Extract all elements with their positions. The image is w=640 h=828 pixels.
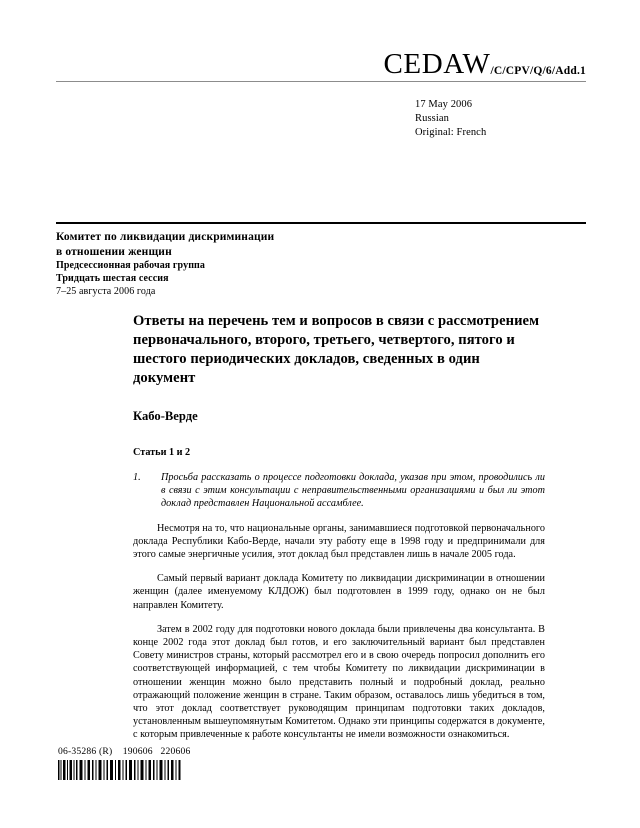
masthead-rule: [56, 81, 586, 82]
committee-name-line-1: Комитет по ликвидации дискриминации: [56, 231, 275, 243]
organization-mark: CEDAW: [383, 48, 491, 80]
distribution-block: [415, 98, 486, 140]
document-symbol: /C/CPV/Q/6/Add.1: [490, 65, 586, 77]
distribution-date: 17 May 2006: [415, 99, 473, 110]
answer-paragraph-2: Самый первый вариант доклада Комитету по ликвидации дискриминации в отношении женщин (далее именуемому КЛДОЖ) был подготовлен в 1999 году, однако он не был направлен Комитету.: [133, 573, 545, 611]
article-heading: Статьи 1 и 2: [133, 447, 191, 458]
committee-session-dates: 7–25 августа 2006 года: [56, 286, 156, 297]
answer-paragraph-1: Несмотря на то, что национальные органы, занимавшиеся подготовкой первоначального доклада Республики Кабо-Верде, начали эту работу еще в 1998 году и предпринимали для этого самые энергичные усилия, этот доклад был представлен лишь в начале 2005 года.: [133, 522, 545, 561]
committee-rule: [56, 222, 586, 224]
job-number: 06-35286 (R) 190606 220606: [58, 746, 191, 757]
barcode-icon: [58, 760, 182, 780]
committee-name-line-2: в отношении женщин: [56, 245, 172, 258]
document-body: [133, 312, 545, 742]
masthead: [56, 50, 586, 79]
document-symbol-line: [56, 50, 586, 79]
committee-session: Тридцать шестая сессия: [56, 273, 169, 284]
question-text: Просьба рассказать о процессе подготовки доклада, указав при этом, проводились ли в связи с этим консультации с неправительственными организациями и был ли этот доклад представлен Национальной ассамблее.: [161, 472, 545, 510]
question-number: 1.: [133, 472, 141, 483]
committee-working-group: Предсессионная рабочая группа: [56, 260, 206, 271]
answer-paragraph-3: Затем в 2002 году для подготовки нового доклада были привлечены два консультанта. В конце 2002 года этот доклад был готов, и его заключительный вариант был представлен Совету министров страны, который рассмотрел его и в свою очередь попросил дополнить его соответствующей информацией, с тем чтобы Комитету по ликвидации дискриминации в отношении женщин можно было представить полный и подробный доклад, реально отражающий положение женщин в стране. Таким образом, оставалось лишь убедиться в том, что этот доклад соответствует руководящим принципам подготовки таких докладов, установленным вышеупомянутым Комитетом. Однако эти принципы содержатся в документе, с которым привлеченные к работе консультанты не имели возможности ознакомиться.: [133, 623, 545, 741]
page-title: Ответы на перечень тем и вопросов в связи с рассмотрением первоначального, второго, третьего, четвертого, пятого и шестого периодических докладов, сведенных в один документ: [133, 313, 540, 386]
question-item: [133, 471, 545, 511]
distribution-original-language: Original: French: [415, 127, 487, 138]
page-footer: [58, 746, 191, 785]
distribution-language: Russian: [415, 113, 449, 124]
country-heading: Кабо-Верде: [133, 409, 198, 423]
committee-block: [56, 230, 386, 298]
